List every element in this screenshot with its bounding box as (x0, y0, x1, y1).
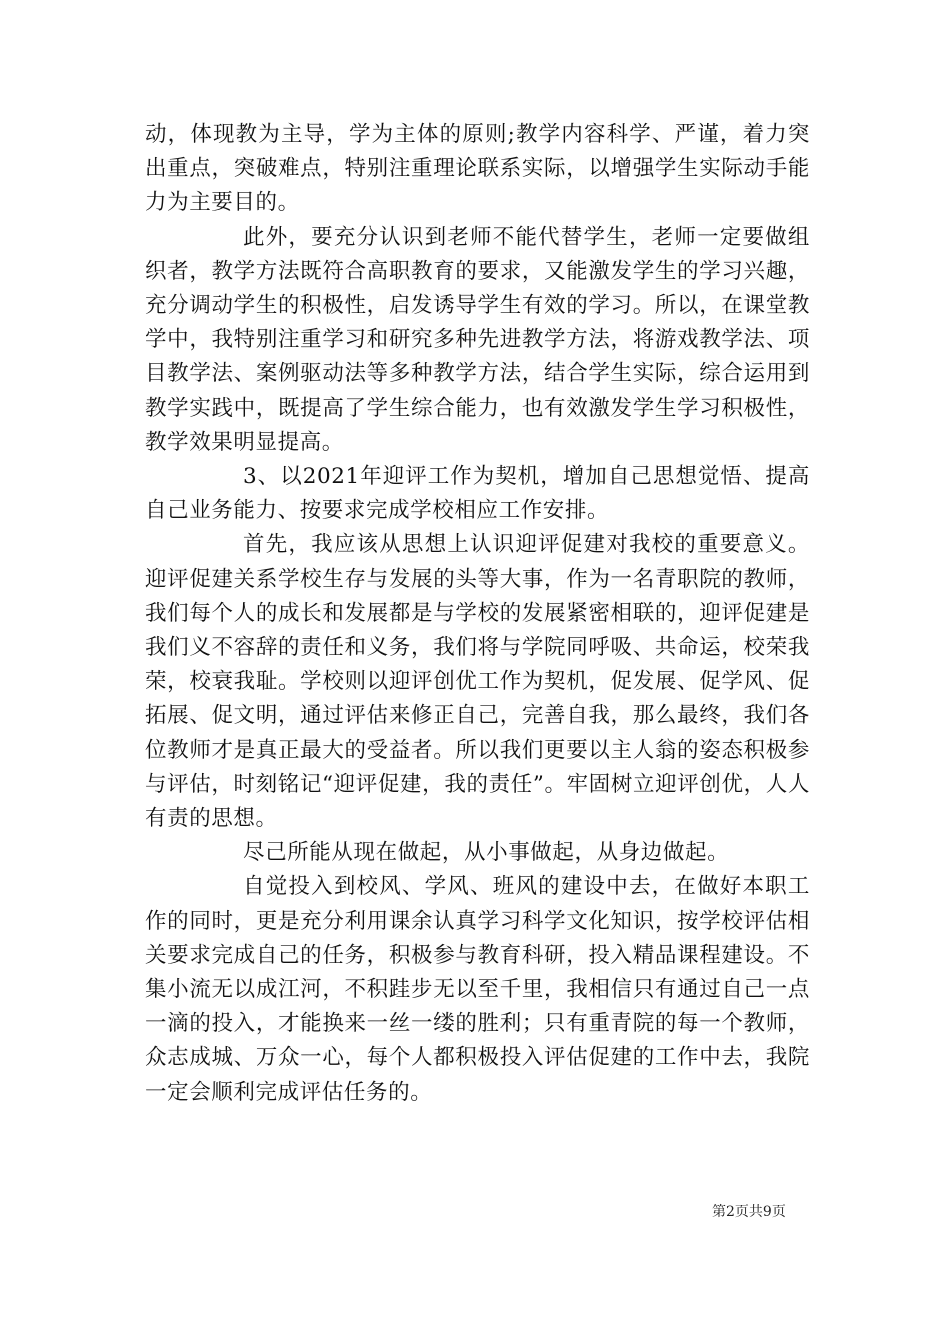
body-text (145, 118, 810, 1110)
paragraph-item-3: 3、以2021年迎评工作为契机，增加自己思想觉悟、提高自己业务能力、按要求完成学校相应工作安排。 (145, 464, 810, 524)
paragraph-start-now: 尽己所能从现在做起，从小事做起，从身边做起。 (243, 840, 730, 866)
paragraph-teaching-methods: 此外，要充分认识到老师不能代替学生，老师一定要做组织者，教学方法既符合高职教育的要求，又能激发学生的学习兴趣，充分调动学生的积极性，启发诱导学生有效的学习。所以，在课堂教学中，我特别注重学习和研究多种先进教学方法，将游戏教学法、项目教学法、案例驱动法等多种教学方法，结合学生实际，综合运用到教学实践中，既提高了学生综合能力，也有效激发学生学习积极性，教学效果明显提高。 (145, 224, 810, 455)
paragraph-self-commitment: 自觉投入到校风、学风、班风的建设中去，在做好本职工作的同时，更是充分利用课余认真学习科学文化知识，按学校评估相关要求完成自己的任务，积极参与教育科研，投入精品课程建设。不集小流无以成江河，不积跬步无以至千里，我相信只有通过自己一点一滴的投入，才能换来一丝一缕的胜利；只有重青院的每一个教师，众志成城、万众一心，每个人都积极投入评估促建的工作中去，我院一定会顺利完成评估任务的。 (145, 874, 810, 1105)
page-number: 第2页共9页 (712, 1204, 786, 1220)
paragraph-evaluation-significance: 首先，我应该从思想上认识迎评促建对我校的重要意义。迎评促建关系学校生存与发展的头等大事，作为一名青职院的教师，我们每个人的成长和发展都是与学校的发展紧密相联的，迎评促建是我们义不容辞的责任和义务，我们将与学院同呼吸、共命运，校荣我荣，校衰我耻。学校则以迎评创优工作为契机，促发展、促学风、促拓展、促文明，通过评估来修正自己，完善自我，那么最终，我们各位教师才是真正最大的受益者。所以我们更要以主人翁的姿态积极参与评估，时刻铭记“迎评促建，我的责任”。牢固树立迎评创优，人人有责的思想。 (145, 532, 810, 832)
paragraph-continuation: 动，体现教为主导，学为主体的原则;教学内容科学、严谨，着力突出重点，突破难点，特别注重理论联系实际，以增强学生实际动手能力为主要目的。 (145, 122, 810, 216)
